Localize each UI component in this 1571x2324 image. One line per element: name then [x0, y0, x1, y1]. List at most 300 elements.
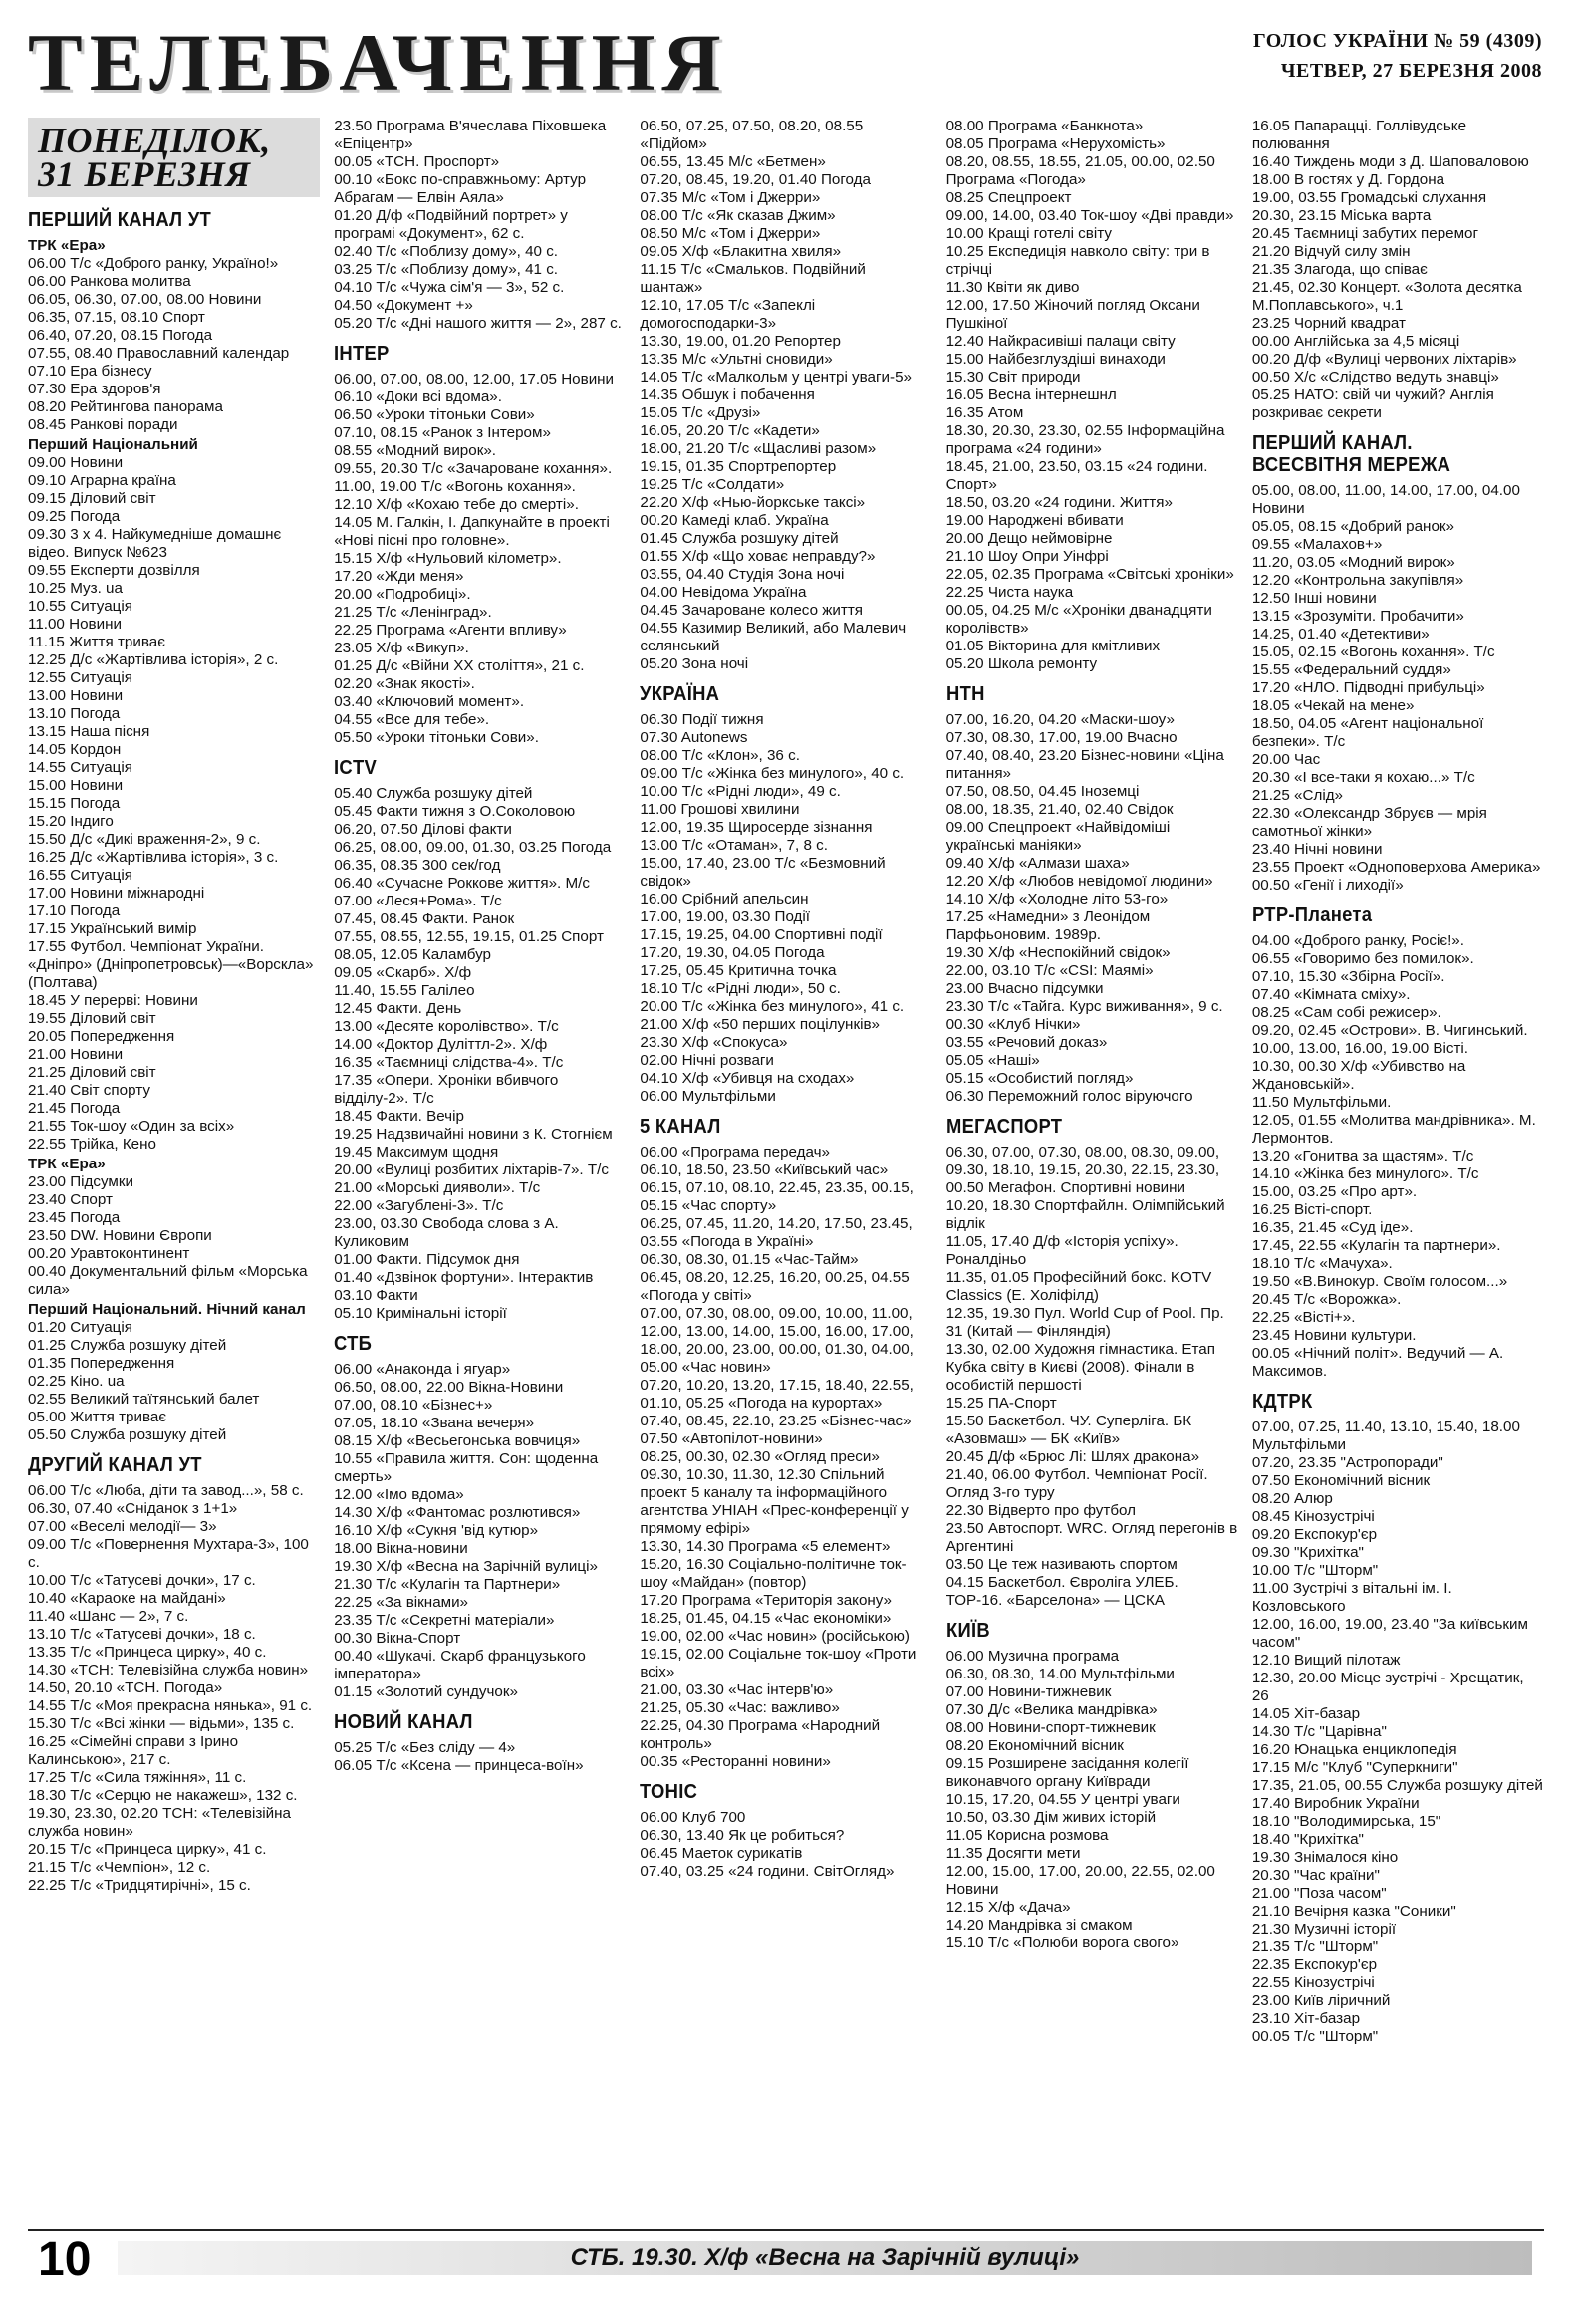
- schedule-entry: 11.05 Корисна розмова: [945, 1827, 1109, 1844]
- schedule-entry: 10.50, 03.30 Дім живих історій: [945, 1809, 1157, 1826]
- schedule-entry: 14.30 «ТСН: Телевізійна служба новин»: [28, 1662, 309, 1678]
- schedule-entry: 06.00, 07.00, 08.00, 12.00, 17.05 Новини: [334, 371, 615, 387]
- schedule-entry: 16.05 Весна інтернешнл: [945, 387, 1117, 403]
- schedule-entry: 19.30 Знімалося кіно: [1251, 1849, 1399, 1866]
- schedule-entry: 08.50 М/с «Том і Джерри»: [640, 225, 821, 242]
- schedule-entry: 21.45 Погода: [28, 1100, 121, 1117]
- schedule-entry: 01.55 Х/ф «Що ховає неправду?»: [640, 548, 876, 565]
- schedule-entry: 12.10 Вищий пілотаж: [1251, 1652, 1401, 1669]
- schedule-entry: 10.20, 18.30 Спортфайлн. Олімпійський відлік: [945, 1197, 1225, 1232]
- schedule-entry: 22.30 «Олександр Збруєв — мрія самотньої жінки»: [1251, 805, 1487, 840]
- schedule-entry: 15.20, 16.30 Соціально-політичне ток-шоу «Майдан» (повтор): [640, 1556, 907, 1591]
- schedule-entry: 14.55 Ситуація: [28, 759, 132, 776]
- schedule-entry: 13.00 Т/с «Отаман», 7, 8 с.: [640, 837, 828, 854]
- schedule-entry: 10.55 «Правила життя. Сон: щоденна смерть»: [334, 1450, 599, 1485]
- schedule-entry: 06.15, 07.10, 08.10, 22.45, 23.35, 00.15, 05.15 «Час спорту»: [640, 1179, 914, 1214]
- schedule-entry: 21.15 Т/с «Чемпіон», 12 с.: [28, 1859, 211, 1876]
- schedule-entry: 14.05 М. Галкін, І. Дапкунайте в проекті «Нові пісні про головне».: [334, 514, 610, 549]
- schedule-entry: 21.20 Відчуй силу змін: [1251, 243, 1411, 260]
- schedule-entry: 22.35 Експокур'єр: [1251, 1956, 1378, 1973]
- schedule-entry: 14.20 Мандрівка зі смаком: [945, 1917, 1133, 1934]
- schedule-entry: 02.40 Т/с «Поблизу дому», 40 с.: [334, 243, 559, 260]
- schedule-entry: 07.20, 23.35 "Астропоради": [1251, 1454, 1443, 1471]
- schedule-entry: 00.05 Т/с "Шторм": [1251, 2028, 1379, 2045]
- schedule-entry: 00.35 «Ресторанні новини»: [640, 1753, 831, 1770]
- schedule-entry: 10.25 Муз. ua: [28, 580, 123, 597]
- schedule-entry: 07.05, 18.10 «Звана вечеря»: [334, 1415, 535, 1431]
- schedule-entry: 04.45 Зачароване колесо життя: [640, 602, 864, 619]
- schedule-entry: 00.05 «Нічний політ». Ведучий — А. Максимов.: [1251, 1345, 1504, 1380]
- schedule-column-5: [1252, 118, 1544, 2199]
- schedule-entry: 22.00, 03.10 Т/с «CSI: Маямі»: [945, 962, 1154, 979]
- schedule-entry: 20.30 "Час країни": [1251, 1867, 1380, 1884]
- schedule-entry: 06.45 Маеток сурикатів: [640, 1845, 803, 1862]
- schedule-entry: 15.50 Баскетбол. ЧУ. Суперліга. БК «Азовмаш» — БК «Київ»: [945, 1413, 1192, 1447]
- schedule-entry: 01.25 Служба розшуку дітей: [28, 1337, 227, 1354]
- schedule-entry: 01.40 «Дзвінок фортуни». Інтерактив: [334, 1269, 594, 1286]
- schedule-entry: 17.15, 19.25, 04.00 Спортивні події: [640, 926, 883, 943]
- schedule-entry: 15.20 Індиго: [28, 813, 114, 830]
- schedule-entry: 20.45 Д/ф «Брюс Лі: Шлях дракона»: [945, 1448, 1200, 1465]
- schedule-entry: 23.05 Х/ф «Викуп».: [334, 640, 469, 656]
- schedule-entry: 21.30 Т/с «Кулагін та Партнери»: [334, 1576, 561, 1593]
- schedule-entry: 17.35, 21.05, 00.55 Служба розшуку дітей: [1251, 1777, 1543, 1794]
- schedule-entry: 22.55 Кінозустрічі: [1251, 1974, 1375, 1991]
- schedule-entry: 14.10 Х/ф «Холодне літо 53-го»: [945, 891, 1169, 907]
- schedule-entry: 00.30 «Клуб Нічки»: [945, 1016, 1081, 1033]
- schedule-entry: 15.15 Погода: [28, 795, 121, 812]
- schedule-entry: 05.20 Школа ремонту: [945, 655, 1098, 672]
- schedule-entry: 15.10 Т/с «Полюби ворога свого»: [945, 1935, 1179, 1951]
- issue-info: [1253, 26, 1542, 86]
- schedule-entry: 12.05, 01.55 «Молитва мандрівника». М. Лермонтов.: [1251, 1112, 1536, 1147]
- schedule-entry: 06.10, 18.50, 23.50 «Київський час»: [640, 1162, 889, 1178]
- schedule-column-4: [946, 118, 1238, 2199]
- schedule-entry: 23.00 Підсумки: [28, 1173, 133, 1190]
- schedule-entry: 07.30 Д/с «Велика мандрівка»: [945, 1701, 1158, 1718]
- schedule-entry: 08.15 Х/ф «Весьегонська вовчиця»: [334, 1432, 581, 1449]
- schedule-entry: 06.30, 13.40 Як це робиться?: [640, 1827, 845, 1844]
- schedule-entry: 06.30, 08.30, 01.15 «Час-Тайм»: [640, 1251, 859, 1268]
- schedule-entry: 08.20 Алюр: [1251, 1490, 1333, 1507]
- schedule-entry: 09.10 Аграрна країна: [28, 472, 176, 489]
- schedule-entry: 05.00 Життя триває: [28, 1409, 167, 1425]
- schedule-entry: 08.05 Програма «Нерухомість»: [945, 135, 1166, 152]
- schedule-entry: 21.40 Світ спорту: [28, 1082, 150, 1099]
- schedule-entry: 18.50, 03.20 «24 години. Життя»: [945, 494, 1173, 511]
- schedule-entry: 01.45 Служба розшуку дітей: [640, 530, 839, 547]
- schedule-entry: 17.15 Український вимір: [28, 920, 197, 937]
- schedule-entry: 07.00, 07.25, 11.40, 13.10, 15.40, 18.00 Мультфільми: [1251, 1419, 1520, 1453]
- schedule-entry: 08.00, 18.35, 21.40, 02.40 Свідок: [945, 801, 1174, 818]
- schedule-entry: 14.25, 01.40 «Детективи»: [1251, 626, 1430, 643]
- channel-heading: 5 КАНАЛ: [640, 1116, 721, 1138]
- schedule-entry: 09.00 Т/с «Жінка без минулого», 40 с.: [640, 765, 905, 782]
- schedule-entry: 06.30 Події тижня: [640, 711, 764, 728]
- schedule-entry: 06.00 Клуб 700: [640, 1809, 746, 1826]
- schedule-entry: 00.20 Д/ф «Вулиці червоних ліхтарів»: [1251, 351, 1517, 368]
- schedule-entry: 12.10 Х/ф «Кохаю тебе до смерті».: [334, 496, 579, 513]
- schedule-entry: 12.00 «Імо вдома»: [334, 1486, 464, 1503]
- schedule-entry: 06.30 Переможний голос віруючого: [945, 1088, 1193, 1105]
- newspaper-issue: ГОЛОС УКРАЇНИ № 59 (4309): [1252, 30, 1542, 52]
- schedule-entry: 07.00, 08.10 «Бізнес+»: [334, 1397, 493, 1414]
- schedule-entry: 11.00, 19.00 Т/с «Вогонь кохання».: [334, 478, 576, 495]
- schedule-entry: 06.30, 07.00, 07.30, 08.00, 08.30, 09.00, 09.30, 18.10, 19.15, 20.30, 22.15, 23.30, 00.50 Мегафон. Спортивні новини: [945, 1144, 1220, 1196]
- schedule-entry: 13.30, 14.30 Програма «5 елемент»: [640, 1538, 891, 1555]
- schedule-entry: 06.50, 08.00, 22.00 Вікна-Новини: [334, 1379, 564, 1396]
- schedule-entry: 19.15, 01.35 Спортрепортер: [640, 458, 837, 475]
- section-title: ТЕЛЕБАЧЕННЯ: [28, 17, 728, 108]
- schedule-entry: 11.05, 17.40 Д/ф «Історія успіху». Роналдіньо: [945, 1233, 1178, 1268]
- schedule-entry: 07.40 «Кімната сміху».: [1251, 986, 1411, 1003]
- schedule-entry: 07.55, 08.55, 12.55, 19.15, 01.25 Спорт: [334, 928, 604, 945]
- schedule-entry: 18.40 "Крихітка": [1251, 1831, 1364, 1848]
- schedule-entry: 09.30 3 х 4. Найкумедніше домашнє відео. Випуск №623: [28, 526, 282, 561]
- schedule-entry: 17.00 Новини міжнародні: [28, 885, 205, 902]
- schedule-entry: 17.20 «Жди меня»: [334, 568, 464, 585]
- schedule-entry: 12.40 Найкрасивіші палаци світу: [945, 333, 1176, 350]
- schedule-entry: 03.55, 04.40 Студія Зона ночі: [640, 566, 845, 583]
- schedule-entry: 12.20 «Контрольна закупівля»: [1251, 572, 1464, 589]
- schedule-entry: 21.25 Т/с «Ленінград».: [334, 604, 492, 621]
- schedule-entry: 17.40 Виробник України: [1251, 1795, 1420, 1812]
- schedule-entry: 12.00, 17.50 Жіночий погляд Оксани Пушкіної: [945, 297, 1200, 332]
- schedule-columns: [28, 118, 1544, 2199]
- schedule-entry: 17.20, 19.30, 04.05 Погода: [640, 944, 825, 961]
- schedule-entry: 09.00 Т/с «Повернення Мухтара-3», 100 с.: [28, 1536, 309, 1571]
- schedule-entry: 07.50 Економічний вісник: [1251, 1472, 1431, 1489]
- schedule-entry: 06.20, 07.50 Ділові факти: [334, 821, 512, 838]
- schedule-entry: 13.10 Погода: [28, 705, 121, 722]
- schedule-entry: 23.35 Т/с «Секретні матеріали»: [334, 1612, 555, 1629]
- schedule-entry: 18.50, 04.05 «Агент національної безпеки». Т/с: [1251, 715, 1484, 750]
- schedule-entry: 10.00 Т/с "Шторм": [1251, 1562, 1379, 1579]
- channel-subheading: Перший Національний. Нічний канал: [28, 1301, 306, 1318]
- schedule-entry: 06.50, 07.25, 07.50, 08.20, 08.55 «Підйом»: [640, 118, 864, 152]
- schedule-entry: 11.40, 15.55 Галілео: [334, 982, 475, 999]
- schedule-entry: 06.10 «Доки всі вдома».: [334, 388, 502, 405]
- schedule-entry: 09.55 «Малахов+»: [1251, 536, 1383, 553]
- schedule-entry: 19.45 Максимум щодня: [334, 1144, 499, 1161]
- schedule-entry: 06.00 «Програма передач»: [640, 1144, 830, 1161]
- schedule-entry: 09.55, 20.30 Т/с «Зачароване кохання».: [334, 460, 613, 477]
- schedule-entry: 16.05, 20.20 Т/с «Кадети»: [640, 422, 820, 439]
- channel-heading: ПЕРШИЙ КАНАЛ. ВСЕСВІТНЯ МЕРЕЖА: [1251, 432, 1450, 476]
- schedule-entry: 09.00 Новини: [28, 454, 124, 471]
- schedule-entry: 13.35 М/с «Ультні сновиди»: [640, 351, 833, 368]
- schedule-entry: 10.30, 00.30 Х/ф «Убивство на Ждановській».: [1251, 1058, 1466, 1093]
- schedule-entry: 11.50 Мультфільми.: [1251, 1094, 1392, 1111]
- schedule-entry: 18.45, 21.00, 23.50, 03.15 «24 години. Спорт»: [945, 458, 1208, 493]
- schedule-entry: 17.45, 22.55 «Кулагін та партнери».: [1251, 1237, 1501, 1254]
- schedule-entry: 23.55 Проект «Одноповерхова Америка»: [1251, 859, 1541, 876]
- schedule-entry: 04.55 «Все для тебе».: [334, 711, 490, 728]
- schedule-entry: 21.40, 06.00 Футбол. Чемпіонат Росії. Огляд 3-го туру: [945, 1466, 1208, 1501]
- schedule-entry: 19.30 Х/ф «Неспокійний свідок»: [945, 944, 1171, 961]
- schedule-entry: 16.35 Атом: [945, 404, 1024, 421]
- schedule-entry: 11.35, 01.05 Професійний бокс. KOTV Classics (Е. Холіфілд): [945, 1269, 1212, 1304]
- schedule-entry: 01.20 Д/ф «Подвійний портрет» у програмі «Документ», 62 с.: [334, 207, 568, 242]
- schedule-entry: 19.55 Діловий світ: [28, 1010, 156, 1027]
- schedule-entry: 08.00 Т/с «Як сказав Джим»: [640, 207, 836, 224]
- schedule-entry: 07.10 Ера бізнесу: [28, 363, 152, 380]
- schedule-entry: 05.45 Факти тижня з О.Соколовою: [334, 803, 576, 820]
- schedule-entry: 06.00 Т/с «Люба, діти та завод...», 58 с.: [28, 1482, 304, 1499]
- schedule-entry: 23.45 Погода: [28, 1209, 121, 1226]
- schedule-entry: 16.10 Х/ф «Сукня 'від кутюр»: [334, 1522, 539, 1539]
- schedule-entry: 20.45 Т/с «Ворожка».: [1251, 1291, 1402, 1308]
- schedule-entry: 21.00 «Морські дияволи». Т/с: [334, 1179, 541, 1196]
- schedule-entry: 07.45, 08.45 Факти. Ранок: [334, 910, 515, 927]
- schedule-entry: 20.00 Дещо неймовірне: [945, 530, 1113, 547]
- schedule-entry: 07.10, 08.15 «Ранок з Інтером»: [334, 424, 551, 441]
- schedule-entry: 21.00 Х/ф «50 перших поцілунків»: [640, 1016, 880, 1033]
- schedule-entry: 09.00, 14.00, 03.40 Ток-шоу «Дві правди»: [945, 207, 1234, 224]
- schedule-entry: 06.25, 08.00, 09.00, 01.30, 03.25 Погода: [334, 839, 612, 856]
- schedule-entry: 04.00 Невідома Україна: [640, 584, 807, 601]
- schedule-entry: 14.05 Т/с «Малкольм у центрі уваги-5»: [640, 369, 912, 386]
- schedule-entry: 22.05, 02.35 Програма «Світські хроніки»: [945, 566, 1234, 583]
- schedule-entry: 05.50 «Уроки тітоньки Сови».: [334, 729, 539, 746]
- schedule-entry: 03.10 Факти: [334, 1287, 418, 1304]
- schedule-entry: 14.05 Кордон: [28, 741, 122, 758]
- schedule-entry: 23.25 Чорний квадрат: [1251, 315, 1406, 332]
- schedule-entry: 20.30 «І все-таки я кохаю...» Т/с: [1251, 769, 1475, 786]
- schedule-entry: 13.30, 02.00 Художня гімнастика. Етап Кубка світу в Києві (2008). Фінали в особистій першості: [945, 1341, 1215, 1394]
- schedule-entry: 14.50, 20.10 «ТСН. Погода»: [28, 1679, 223, 1696]
- schedule-entry: 21.00 Новини: [28, 1046, 124, 1063]
- issue-date: ЧЕТВЕР, 27 БЕРЕЗНЯ 2008: [1280, 60, 1542, 82]
- schedule-entry: 18.10 Т/с «Рідні люди», 50 с.: [640, 980, 841, 997]
- schedule-entry: 23.50 Програма В'ячеслава Піховшека «Епіцентр»: [334, 118, 607, 152]
- schedule-entry: 06.35, 08.35 300 сек/год: [334, 857, 501, 874]
- schedule-entry: 07.10, 15.30 «Збірна Росії».: [1251, 968, 1445, 985]
- schedule-entry: 13.35 Т/с «Принцеса цирку», 40 с.: [28, 1644, 267, 1661]
- schedule-entry: 21.35 Злагода, що співає: [1251, 261, 1428, 278]
- schedule-entry: 15.30 Т/с «Всі жінки — відьми», 135 с.: [28, 1715, 295, 1732]
- schedule-entry: 12.30, 20.00 Місце зустрічі - Хрещатик, 26: [1251, 1670, 1524, 1704]
- schedule-entry: 21.00, 03.30 «Час інтерв'ю»: [640, 1681, 834, 1698]
- schedule-entry: 17.15 М/с "Клуб "Суперкниги": [1251, 1759, 1458, 1776]
- schedule-entry: 23.30 Т/с «Тайга. Курс виживання», 9 с.: [945, 998, 1223, 1015]
- channel-heading: УКРАЇНА: [640, 683, 720, 705]
- masthead: [28, 18, 1542, 124]
- schedule-entry: 06.50 «Уроки тітоньки Сови»: [334, 406, 535, 423]
- schedule-entry: 05.40 Служба розшуку дітей: [334, 785, 533, 802]
- schedule-entry: 08.25 «Сам собі режисер».: [1251, 1004, 1441, 1021]
- schedule-entry: 15.00 Новини: [28, 777, 124, 794]
- schedule-entry: 14.10 «Жінка без минулого». Т/с: [1251, 1165, 1479, 1182]
- schedule-entry: 05.05, 08.15 «Добрий ранок»: [1251, 518, 1454, 535]
- schedule-entry: 09.25 Погода: [28, 508, 121, 525]
- schedule-entry: 16.00 Срібний апельсин: [640, 891, 809, 907]
- schedule-entry: 00.00 Англійська за 4,5 місяці: [1251, 333, 1460, 350]
- channel-heading: ПЕРШИЙ КАНАЛ УТ: [28, 209, 211, 231]
- schedule-entry: 22.25 «Вісті+».: [1251, 1309, 1356, 1326]
- schedule-entry: 09.15 Розширене засідання колегії виконавчого органу Київради: [945, 1755, 1189, 1790]
- schedule-entry: 06.30, 08.30, 14.00 Мультфільми: [945, 1666, 1175, 1682]
- schedule-entry: 21.30 Музичні історії: [1251, 1921, 1397, 1937]
- schedule-entry: 03.40 «Ключовий момент».: [334, 693, 525, 710]
- schedule-entry: 23.50 Автоспорт. WRC. Огляд перегонів в Аргентині: [945, 1520, 1238, 1555]
- schedule-entry: 05.25 НАТО: свій чи чужий? Англія розкриває секрети: [1251, 387, 1494, 421]
- schedule-entry: 12.15 Х/ф «Дача»: [945, 1899, 1071, 1916]
- schedule-entry: 14.55 Т/с «Моя прекрасна нянька», 91 с.: [28, 1697, 313, 1714]
- schedule-entry: 19.25 Надзвичайні новини з К. Стогнієм: [334, 1126, 613, 1143]
- schedule-entry: 21.35 Т/с "Шторм": [1251, 1938, 1379, 1955]
- schedule-entry: 11.00 Новини: [28, 616, 122, 633]
- schedule-entry: 05.20 Зона ночі: [640, 655, 749, 672]
- schedule-entry: 21.45, 02.30 Концерт. «Золота десятка М.Поплавського», ч.1: [1251, 279, 1522, 314]
- page-number: 10: [38, 2233, 92, 2286]
- schedule-entry: 20.45 Таємниці забутих перемог: [1251, 225, 1479, 242]
- schedule-entry: 05.05 «Наші»: [945, 1052, 1040, 1069]
- schedule-entry: 17.10 Погода: [28, 903, 121, 919]
- schedule-entry: 00.05, 04.25 М/с «Хроніки дванадцяти королівств»: [945, 602, 1212, 637]
- schedule-entry: 06.00 «Анаконда і ягуар»: [334, 1361, 511, 1378]
- schedule-entry: 00.20 Уравтоконтинент: [28, 1245, 190, 1262]
- schedule-entry: 15.05, 02.15 «Вогонь кохання». Т/с: [1251, 644, 1495, 660]
- schedule-entry: 07.55, 08.40 Православний календар: [28, 345, 290, 362]
- schedule-entry: 11.00 Зустрічі з вітальні ім. І. Козловського: [1251, 1580, 1452, 1615]
- schedule-entry: 08.00 Програма «Банкнота»: [945, 118, 1144, 134]
- schedule-entry: 10.55 Ситуація: [28, 598, 132, 615]
- schedule-entry: 08.20 Рейтингова панорама: [28, 398, 223, 415]
- schedule-entry: 20.00 «Вулиці розбитих ліхтарів-7». Т/с: [334, 1162, 609, 1178]
- schedule-entry: 17.35 «Опери. Хроніки вбивчого відділу-2». Т/с: [334, 1072, 559, 1107]
- schedule-entry: 12.45 Факти. День: [334, 1000, 462, 1017]
- schedule-entry: 12.25 Д/с «Жартівлива історія», 2 с.: [28, 651, 279, 668]
- schedule-entry: 07.00, 07.30, 08.00, 09.00, 10.00, 11.00, 12.00, 13.00, 14.00, 15.00, 16.00, 17.00, 18.00, 20.00, 23.00, 00.00, 01.30, 04.00, 05.00 «Час новин»: [640, 1305, 914, 1376]
- schedule-entry: 18.00 В гостях у Д. Гордона: [1251, 171, 1445, 188]
- schedule-entry: 06.55 «Говоримо без помилок».: [1251, 950, 1474, 967]
- schedule-entry: 15.30 Світ природи: [945, 369, 1081, 386]
- schedule-entry: 01.35 Попередження: [28, 1355, 175, 1372]
- schedule-entry: 07.40, 08.45, 22.10, 23.25 «Бізнес-час»: [640, 1413, 912, 1429]
- schedule-entry: 21.25, 05.30 «Час: важливо»: [640, 1699, 840, 1716]
- schedule-entry: 09.05 Х/ф «Блакитна хвиля»: [640, 243, 842, 260]
- schedule-entry: 22.25, 04.30 Програма «Народний контроль»: [640, 1717, 881, 1752]
- schedule-entry: 00.10 «Бокс по-справжньому: Артур Абрагам — Елвін Аяла»: [334, 171, 587, 206]
- schedule-entry: 17.25 Т/с «Сила тяжіння», 11 с.: [28, 1769, 247, 1786]
- schedule-entry: 00.50 «Генії і лиходії»: [1251, 877, 1404, 894]
- channel-subheading: ТРК «Ера»: [28, 1156, 106, 1172]
- schedule-entry: 12.35, 19.30 Пул. World Cup of Pool. Пр. 31 (Китай — Фінляндія): [945, 1305, 1224, 1340]
- channel-subheading: Перший Національний: [28, 436, 198, 453]
- schedule-entry: 14.00 «Доктор Дуліттл-2». Х/ф: [334, 1036, 548, 1053]
- schedule-entry: 23.00 Київ ліричний: [1251, 1992, 1391, 2009]
- schedule-entry: 06.00 Т/с «Доброго ранку, Україно!»: [28, 255, 279, 272]
- schedule-entry: 07.40, 08.40, 23.20 Бізнес-новини «Ціна питання»: [945, 747, 1224, 782]
- schedule-entry: 07.20, 10.20, 13.20, 17.15, 18.40, 22.55, 01.10, 05.25 «Погода на курортах»: [640, 1377, 914, 1412]
- schedule-entry: 12.00, 16.00, 19.00, 23.40 "За київським часом": [1251, 1616, 1528, 1651]
- schedule-entry: 06.40 «Сучасне Роккове життя». М/с: [334, 875, 590, 892]
- channel-heading: ICTV: [334, 757, 378, 779]
- schedule-entry: 21.10 Шоу Опри Уінфрі: [945, 548, 1109, 565]
- schedule-entry: 02.55 Великий таїтянський балет: [28, 1391, 260, 1408]
- schedule-entry: 06.55, 13.45 М/с «Бетмен»: [640, 153, 826, 170]
- schedule-entry: 00.40 «Шукачі. Скарб французького імператора»: [334, 1648, 586, 1682]
- schedule-entry: 17.20 «НЛО. Підводні прибульці»: [1251, 679, 1485, 696]
- schedule-entry: 07.20, 08.45, 19.20, 01.40 Погода: [640, 171, 871, 188]
- schedule-entry: 13.10 Т/с «Татусеві дочки», 18 с.: [28, 1626, 256, 1643]
- schedule-entry: 04.10 Т/с «Чужа сім'я — 3», 52 с.: [334, 279, 565, 296]
- schedule-entry: 11.35 Досягти мети: [945, 1845, 1081, 1862]
- schedule-column-1: [28, 118, 320, 2199]
- schedule-entry: 01.15 «Золотий сундучок»: [334, 1683, 518, 1700]
- schedule-entry: 09.05 «Скарб». Х/ф: [334, 964, 472, 981]
- schedule-entry: 00.50 Х/с «Слідство ведуть знавці»: [1251, 369, 1499, 386]
- schedule-entry: 10.40 «Караоке на майдані»: [28, 1590, 226, 1607]
- schedule-entry: 19.00 Народжені вбивати: [945, 512, 1124, 529]
- schedule-entry: 12.50 Інші новини: [1251, 590, 1377, 607]
- schedule-entry: 05.20 Т/с «Дні нашого життя — 2», 287 с.: [334, 315, 622, 332]
- schedule-entry: 03.50 Це теж називають спортом: [945, 1556, 1178, 1573]
- schedule-entry: 13.15 Наша пісня: [28, 723, 150, 740]
- schedule-entry: 07.00 «Веселі мелодії— 3»: [28, 1518, 217, 1535]
- schedule-entry: 16.20 Юнацька енциклопедія: [1251, 1741, 1457, 1758]
- schedule-entry: 15.55 «Федеральний суддя»: [1251, 661, 1451, 678]
- schedule-entry: 14.05 Хіт-базар: [1251, 1705, 1361, 1722]
- schedule-entry: 06.40, 07.20, 08.15 Погода: [28, 327, 213, 344]
- schedule-entry: 18.00, 21.20 Т/с «Щасливі разом»: [640, 440, 877, 457]
- schedule-entry: 04.10 Х/ф «Убивця на сходах»: [640, 1070, 855, 1087]
- schedule-entry: 09.40 Х/ф «Алмази шаха»: [945, 855, 1130, 872]
- schedule-entry: 17.25 «Намедни» з Леонідом Парфьоновим. 1989р.: [945, 908, 1151, 943]
- schedule-entry: 23.45 Новини культури.: [1251, 1327, 1417, 1344]
- schedule-entry: 22.25 «За вікнами»: [334, 1594, 469, 1611]
- schedule-entry: 00.20 Камеді клаб. Україна: [640, 512, 829, 529]
- schedule-entry: 22.30 Відверто про футбол: [945, 1502, 1136, 1519]
- schedule-entry: 09.30, 10.30, 11.30, 12.30 Спільний проект 5 каналу та інформаційного агентства УНІАН «Прес-конференції у прямому ефірі»: [640, 1466, 909, 1537]
- schedule-entry: 14.30 Т/с "Царівна": [1251, 1723, 1387, 1740]
- recommendation-banner: СТБ. 19.30. Х/ф «Весна на Зарічній вулиці»: [118, 2241, 1532, 2275]
- schedule-entry: 05.25 Т/с «Без сліду — 4»: [334, 1739, 516, 1756]
- schedule-entry: 12.55 Ситуація: [28, 669, 132, 686]
- schedule-entry: 16.55 Ситуація: [28, 867, 132, 884]
- schedule-entry: 06.05, 06.30, 07.00, 08.00 Новини: [28, 291, 262, 308]
- schedule-entry: 18.30 Т/с «Серцю не накажеш», 132 с.: [28, 1787, 298, 1804]
- schedule-entry: 22.25 Програма «Агенти впливу»: [334, 622, 567, 639]
- schedule-entry: 18.05 «Чекай на мене»: [1251, 697, 1415, 714]
- schedule-entry: 07.30 Ера здоров'я: [28, 381, 161, 397]
- schedule-entry: 14.30 Х/ф «Фантомас розлютився»: [334, 1504, 581, 1521]
- schedule-entry: 04.00 «Доброго ранку, Росіє!».: [1251, 932, 1464, 949]
- schedule-entry: 19.15, 02.00 Соціальне ток-шоу «Проти всіх»: [640, 1646, 916, 1680]
- schedule-entry: 19.30, 23.30, 02.20 ТСН: «Телевізійна служба новин»: [28, 1805, 291, 1840]
- schedule-entry: 09.15 Діловий світ: [28, 490, 156, 507]
- schedule-entry: 07.00, 16.20, 04.20 «Маски-шоу»: [945, 711, 1175, 728]
- schedule-entry: 22.00 «Загублені-3». Т/с: [334, 1197, 504, 1214]
- channel-heading: ТОНІС: [640, 1781, 698, 1803]
- channel-subheading: ТРК «Ера»: [28, 237, 106, 254]
- schedule-entry: 16.25 Вісті-спорт.: [1251, 1201, 1373, 1218]
- schedule-entry: 22.25 Т/с «Тридцятирічні», 15 с.: [28, 1877, 251, 1894]
- schedule-entry: 04.50 «Документ +»: [334, 297, 473, 314]
- schedule-entry: 20.00 «Подробиці».: [334, 586, 471, 603]
- schedule-entry: 03.25 Т/с «Поблизу дому», 41 с.: [334, 261, 559, 278]
- schedule-entry: 10.00 Кращі готелі світу: [945, 225, 1112, 242]
- schedule-entry: 13.00 «Десяте королівство». Т/с: [334, 1018, 559, 1035]
- schedule-entry: 19.50 «В.Винокур. Своїм голосом...»: [1251, 1273, 1508, 1290]
- schedule-entry: 12.20 Х/ф «Любов невідомої людини»: [945, 873, 1213, 890]
- schedule-entry: 07.40, 03.25 «24 години. СвітОгляд»: [640, 1863, 895, 1880]
- schedule-entry: 05.15 «Особистий погляд»: [945, 1070, 1134, 1087]
- schedule-entry: 08.25 Спецпроект: [945, 189, 1072, 206]
- schedule-entry: 17.55 Футбол. Чемпіонат України. «Дніпро» (Дніпропетровськ)—«Ворскла» (Полтава): [28, 938, 314, 991]
- schedule-entry: 04.15 Баскетбол. Євроліга УЛЕБ. ТОР-16. «Барселона» — ЦСКА: [945, 1574, 1178, 1609]
